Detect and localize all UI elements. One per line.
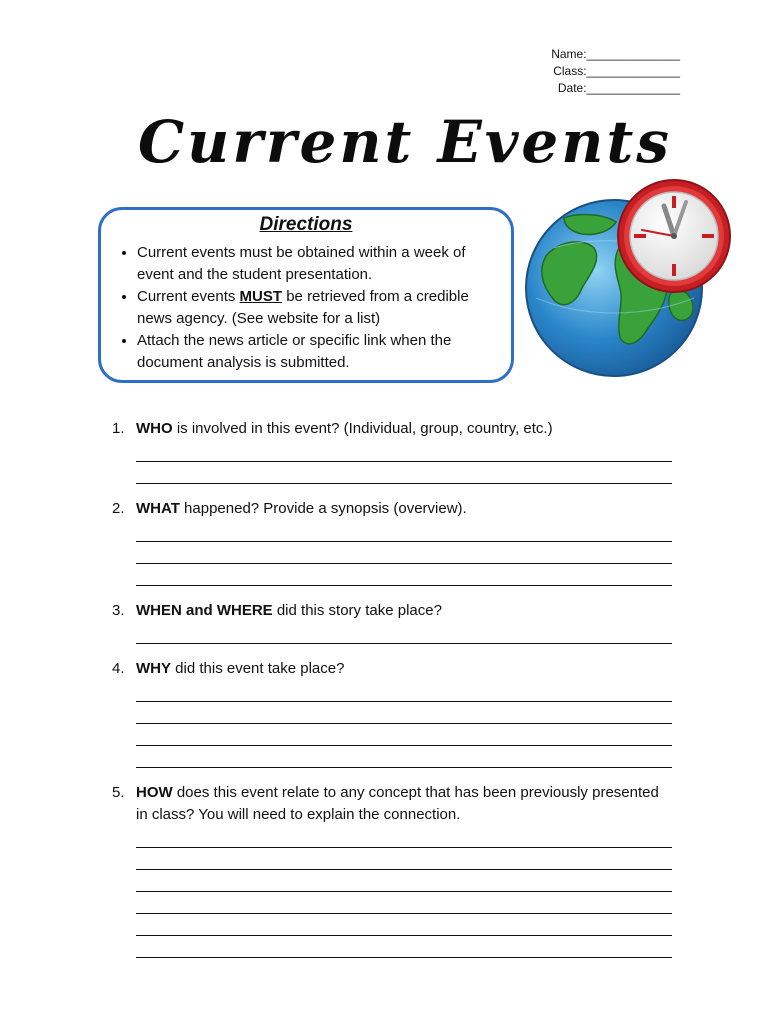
question-number: 2. xyxy=(112,500,125,517)
question-item xyxy=(112,498,672,586)
question-item xyxy=(112,600,672,644)
question-text xyxy=(112,782,672,826)
question-prompt: happened? Provide a synopsis (overview). xyxy=(179,500,467,517)
question-keyword: HOW xyxy=(136,784,173,801)
question-list xyxy=(112,418,672,972)
answer-line[interactable] xyxy=(136,564,672,586)
answer-line[interactable] xyxy=(136,892,672,914)
student-info-fields xyxy=(551,46,680,97)
directions-box xyxy=(98,207,514,383)
directions-item: • Attach the news article or specific link when the document analysis is submitted. xyxy=(137,330,499,374)
date-field[interactable]: Date:______________ xyxy=(557,81,680,95)
question-text xyxy=(112,600,672,622)
question-keyword: WHEN and WHERE xyxy=(136,602,273,619)
directions-heading: Directions xyxy=(259,214,353,235)
question-number: 5. xyxy=(112,784,125,801)
answer-line[interactable] xyxy=(136,848,672,870)
answer-line[interactable] xyxy=(136,870,672,892)
globe-with-clock-icon xyxy=(524,178,736,384)
directions-item: • Current events MUST be retrieved from a credible news agency. (See website for a list) xyxy=(137,286,499,330)
answer-line[interactable] xyxy=(136,724,672,746)
class-field[interactable]: Class:______________ xyxy=(553,64,680,78)
question-item xyxy=(112,418,672,484)
question-number: 1. xyxy=(112,420,125,437)
question-text xyxy=(112,658,672,680)
answer-line[interactable] xyxy=(136,936,672,958)
answer-line[interactable] xyxy=(136,826,672,848)
question-prompt: did this story take place? xyxy=(272,602,442,619)
question-number: 4. xyxy=(112,660,125,677)
directions-item: • Current events must be obtained within a week of event and the student presentation. xyxy=(137,242,499,286)
question-number: 3. xyxy=(112,602,125,619)
question-keyword: WHY xyxy=(136,660,171,677)
question-item xyxy=(112,782,672,958)
question-item xyxy=(112,658,672,768)
question-prompt: does this event relate to any concept that has been previously presented in class? You will need to explain the connection. xyxy=(136,784,659,823)
answer-line[interactable] xyxy=(136,542,672,564)
page-title: Current Events xyxy=(138,108,672,176)
question-keyword: WHO xyxy=(136,420,173,437)
question-text xyxy=(112,418,672,440)
name-field[interactable]: Name:______________ xyxy=(551,47,680,61)
answer-line[interactable] xyxy=(136,462,672,484)
answer-line[interactable] xyxy=(136,520,672,542)
question-prompt: did this event take place? xyxy=(171,660,345,677)
answer-line[interactable] xyxy=(136,680,672,702)
answer-line[interactable] xyxy=(136,702,672,724)
question-text xyxy=(112,498,672,520)
answer-line[interactable] xyxy=(136,746,672,768)
question-keyword: WHAT xyxy=(136,500,180,517)
directions-list xyxy=(101,242,499,374)
answer-line[interactable] xyxy=(136,440,672,462)
question-prompt: is involved in this event? (Individual, group, country, etc.) xyxy=(172,420,553,437)
answer-line[interactable] xyxy=(136,622,672,644)
answer-line[interactable] xyxy=(136,914,672,936)
